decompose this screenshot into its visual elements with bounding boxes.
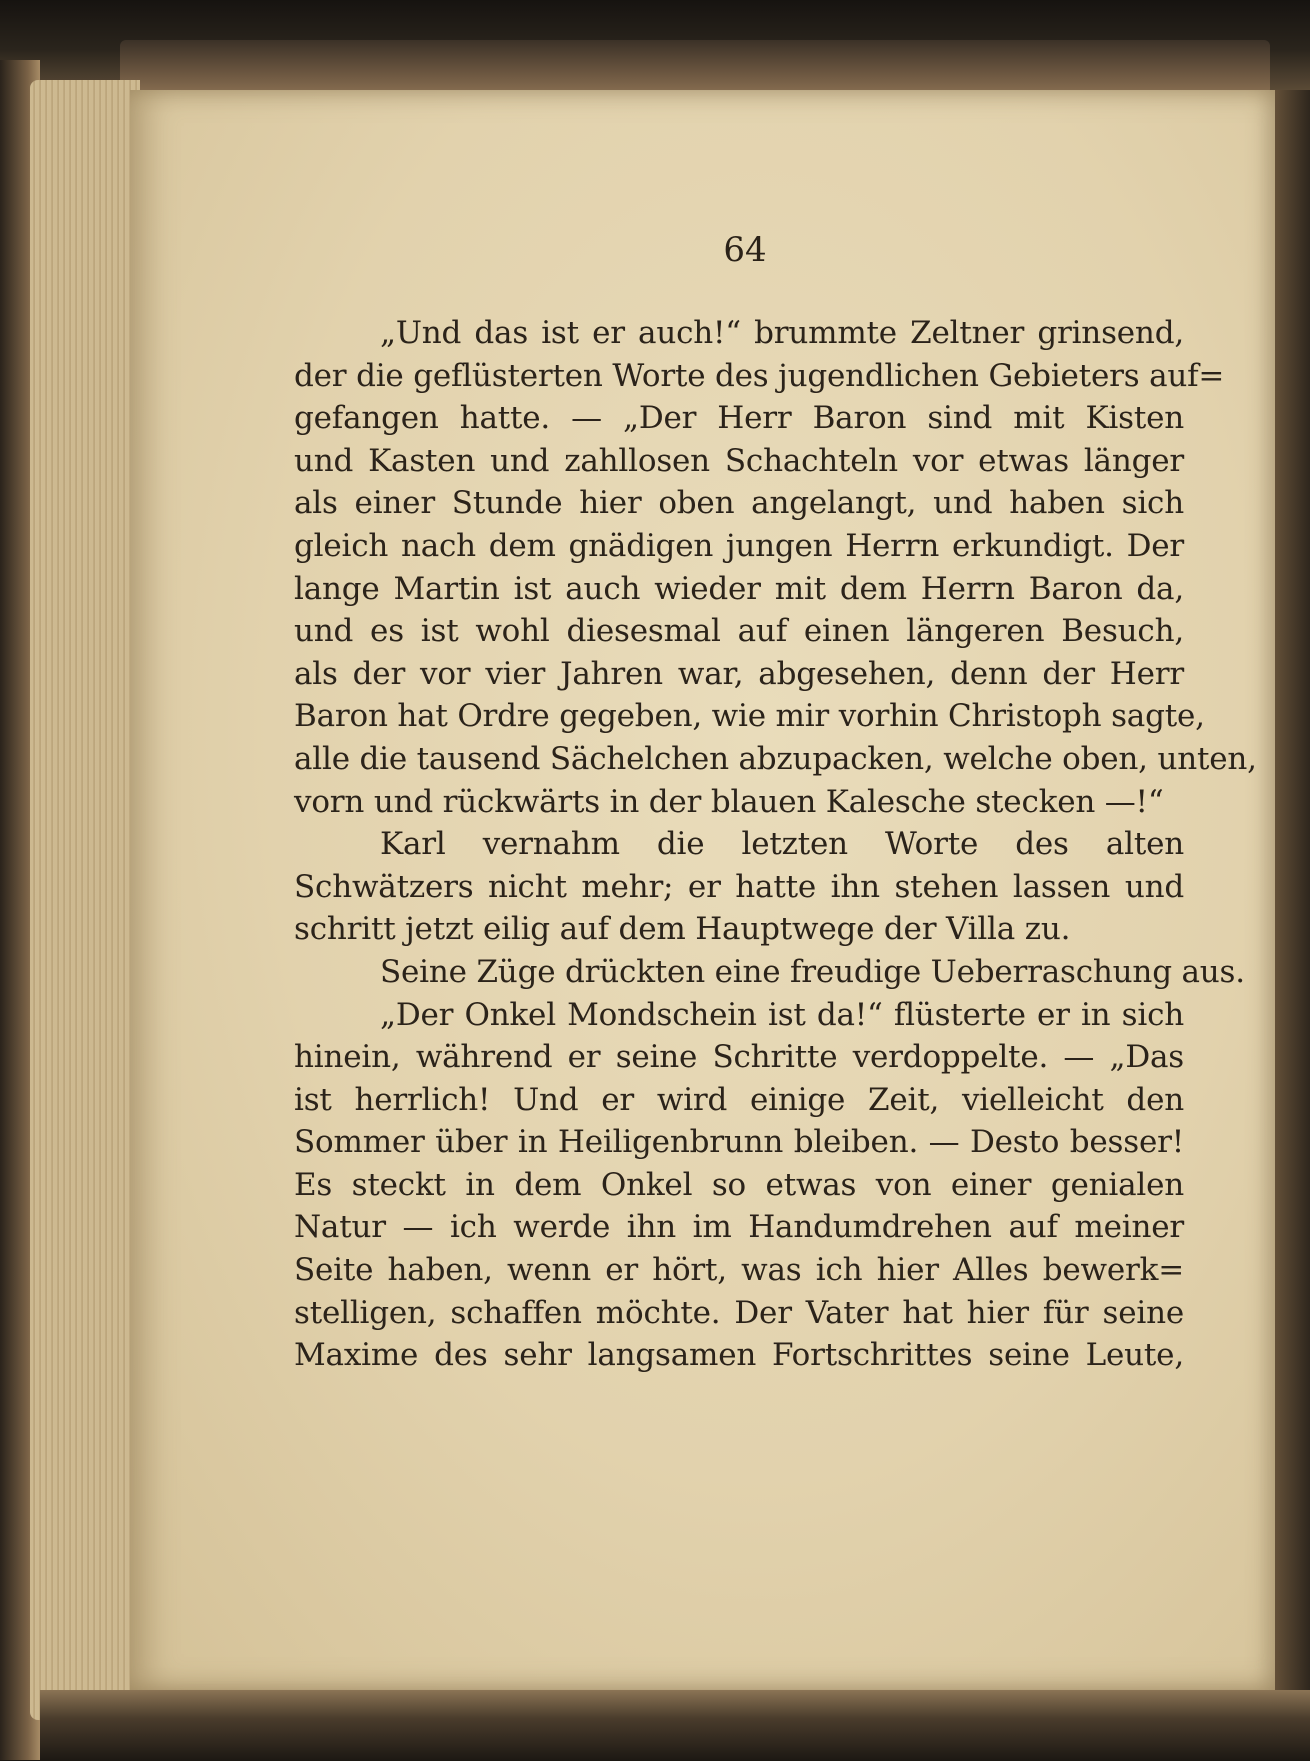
text-line: ist herrlich! Und er wird einige Zeit, vielleicht den	[294, 1081, 1184, 1118]
text-line: Sommer über in Heiligenbrunn bleiben. — Desto besser!	[294, 1124, 1184, 1161]
text-line: Baron hat Ordre gegeben, wie mir vorhin Christoph sagte,	[294, 698, 1205, 735]
text-line: und es ist wohl diesesmal auf einen längeren Besuch,	[294, 613, 1184, 650]
text-line: alle die tausend Sächelchen abzupacken, welche oben, unten,	[294, 740, 1257, 777]
text-line: der die geflüsterten Worte des jugendlichen Gebieters auf=	[294, 357, 1225, 394]
text-line: Maxime des sehr langsamen Fortschrittes seine Leute,	[294, 1337, 1184, 1374]
text-line: als der vor vier Jahren war, abgesehen, denn der Herr	[294, 655, 1184, 692]
text-line: Seine Züge drückten eine freudige Ueberraschung aus.	[380, 953, 1245, 990]
text-line: lange Martin ist auch wieder mit dem Herrn Baron da,	[294, 570, 1184, 607]
book-cover-bottom	[40, 1690, 1310, 1761]
text-line: und Kasten und zahllosen Schachteln vor etwas länger	[294, 442, 1184, 479]
text-line: „Der Onkel Mondschein ist da!“ flüsterte er in sich	[380, 996, 1184, 1033]
text-line: stelligen, schaffen möchte. Der Vater hat hier für seine	[294, 1294, 1184, 1331]
text-line: Karl vernahm die letzten Worte des alten	[380, 826, 1184, 863]
page-edges-stack	[30, 80, 140, 1720]
text-line: vorn und rückwärts in der blauen Kalesche stecken —!“	[294, 783, 1164, 820]
text-line: Seite haben, wenn er hört, was ich hier Alles bewerk=	[294, 1252, 1184, 1289]
text-line: schritt jetzt eilig auf dem Hauptwege der Villa zu.	[294, 911, 1071, 948]
text-line: Es steckt in dem Onkel so etwas von einer genialen	[294, 1166, 1184, 1203]
text-line: gleich nach dem gnädigen jungen Herrn erkundigt. Der	[294, 527, 1184, 564]
page-number: 64	[723, 230, 767, 270]
page-text	[294, 312, 1257, 1377]
text-line: Schwätzers nicht mehr; er hatte ihn stehen lassen und	[294, 868, 1184, 905]
text-line: „Und das ist er auch!“ brummte Zeltner grinsend,	[380, 315, 1184, 351]
text-line: gefangen hatte. — „Der Herr Baron sind mit Kisten	[294, 400, 1184, 437]
text-line: als einer Stunde hier oben angelangt, und haben sich	[294, 485, 1184, 522]
book-binding-leather	[120, 40, 1270, 95]
text-line: Natur — ich werde ihn im Handumdrehen auf meiner	[294, 1209, 1184, 1246]
text-line: hinein, während er seine Schritte verdoppelte. — „Das	[294, 1039, 1184, 1076]
facing-page-edge	[1270, 90, 1310, 1710]
